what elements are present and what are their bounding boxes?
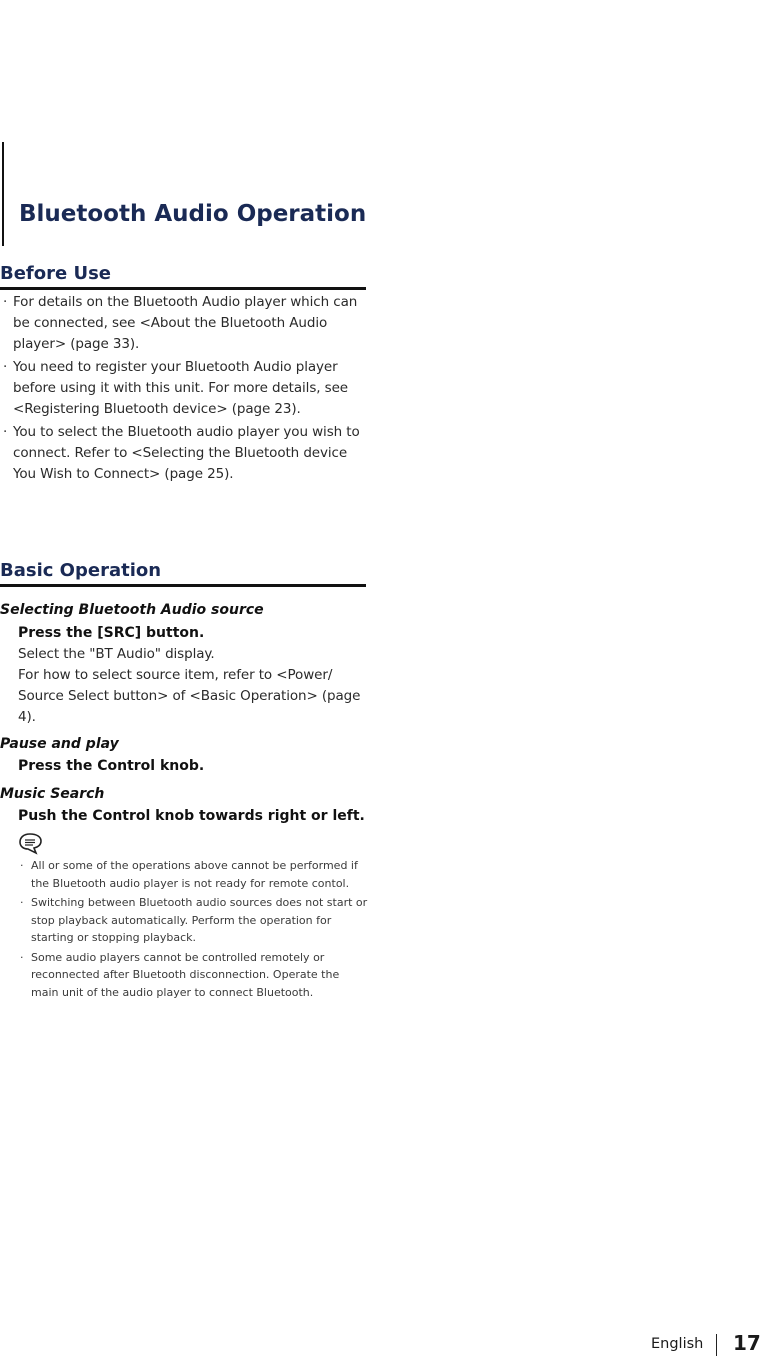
instruction-press-control-knob: Press the Control knob. bbox=[18, 758, 205, 774]
list-item bbox=[0, 422, 372, 485]
subheading-selecting-source: Selecting Bluetooth Audio source bbox=[0, 602, 264, 618]
footer-page-number: 17 bbox=[733, 1331, 761, 1355]
note-speech-bubble-icon bbox=[18, 832, 44, 854]
note-text: Switching between Bluetooth audio sources does not start or stop playback automatically. Perform the operation for starting or stopping playback. bbox=[31, 896, 368, 944]
note-item bbox=[18, 857, 368, 892]
list-item bbox=[0, 292, 372, 355]
note-item bbox=[18, 949, 368, 1002]
bullet-glyph: · bbox=[20, 950, 24, 964]
paragraph-source-reference: For how to select source item, refer to <Power/ Source Select button> of <Basic Operation> (page 4). bbox=[18, 667, 361, 725]
list-item-text: You need to register your Bluetooth Audio player before using it with this unit. For more details, see <Registering Bluetooth device> (page 23). bbox=[13, 359, 348, 417]
list-item bbox=[0, 357, 372, 420]
subheading-pause-play: Pause and play bbox=[0, 736, 119, 752]
bullet-glyph: · bbox=[3, 424, 8, 440]
before-use-list bbox=[0, 292, 372, 487]
note-item bbox=[18, 894, 368, 947]
bullet-glyph: · bbox=[20, 859, 24, 872]
chapter-title: Bluetooth Audio Operation bbox=[19, 201, 367, 227]
list-item-text: For details on the Bluetooth Audio player which can be connected, see <About the Bluetooth Audio player> (page 33). bbox=[13, 294, 358, 352]
footer-divider bbox=[716, 1334, 717, 1356]
chapter-bar bbox=[2, 142, 4, 246]
note-text: All or some of the operations above cannot be performed if the Bluetooth audio player is not ready for remote contol. bbox=[31, 859, 358, 890]
instruction-press-src: Press the [SRC] button. bbox=[18, 625, 205, 641]
notes-list bbox=[18, 857, 368, 1003]
section-heading-basic-operation: Basic Operation bbox=[0, 560, 366, 587]
subheading-music-search: Music Search bbox=[0, 786, 105, 802]
bullet-glyph: · bbox=[3, 359, 8, 375]
footer-language: English bbox=[651, 1336, 704, 1352]
paragraph-select-display: Select the "BT Audio" display. bbox=[18, 646, 215, 662]
instruction-push-control-knob: Push the Control knob towards right or left. bbox=[18, 808, 365, 824]
bullet-glyph: · bbox=[3, 294, 8, 310]
bullet-glyph: · bbox=[20, 896, 24, 909]
list-item-text: You to select the Bluetooth audio player you wish to connect. Refer to <Selecting the Bluetooth device You Wish to Connect> (page 25). bbox=[13, 424, 360, 482]
note-text: Some audio players cannot be controlled remotely or reconnected after Bluetooth disconnection. Operate the main unit of the audio player to connect Bluetooth. bbox=[31, 950, 340, 999]
section-heading-before-use: Before Use bbox=[0, 263, 366, 290]
